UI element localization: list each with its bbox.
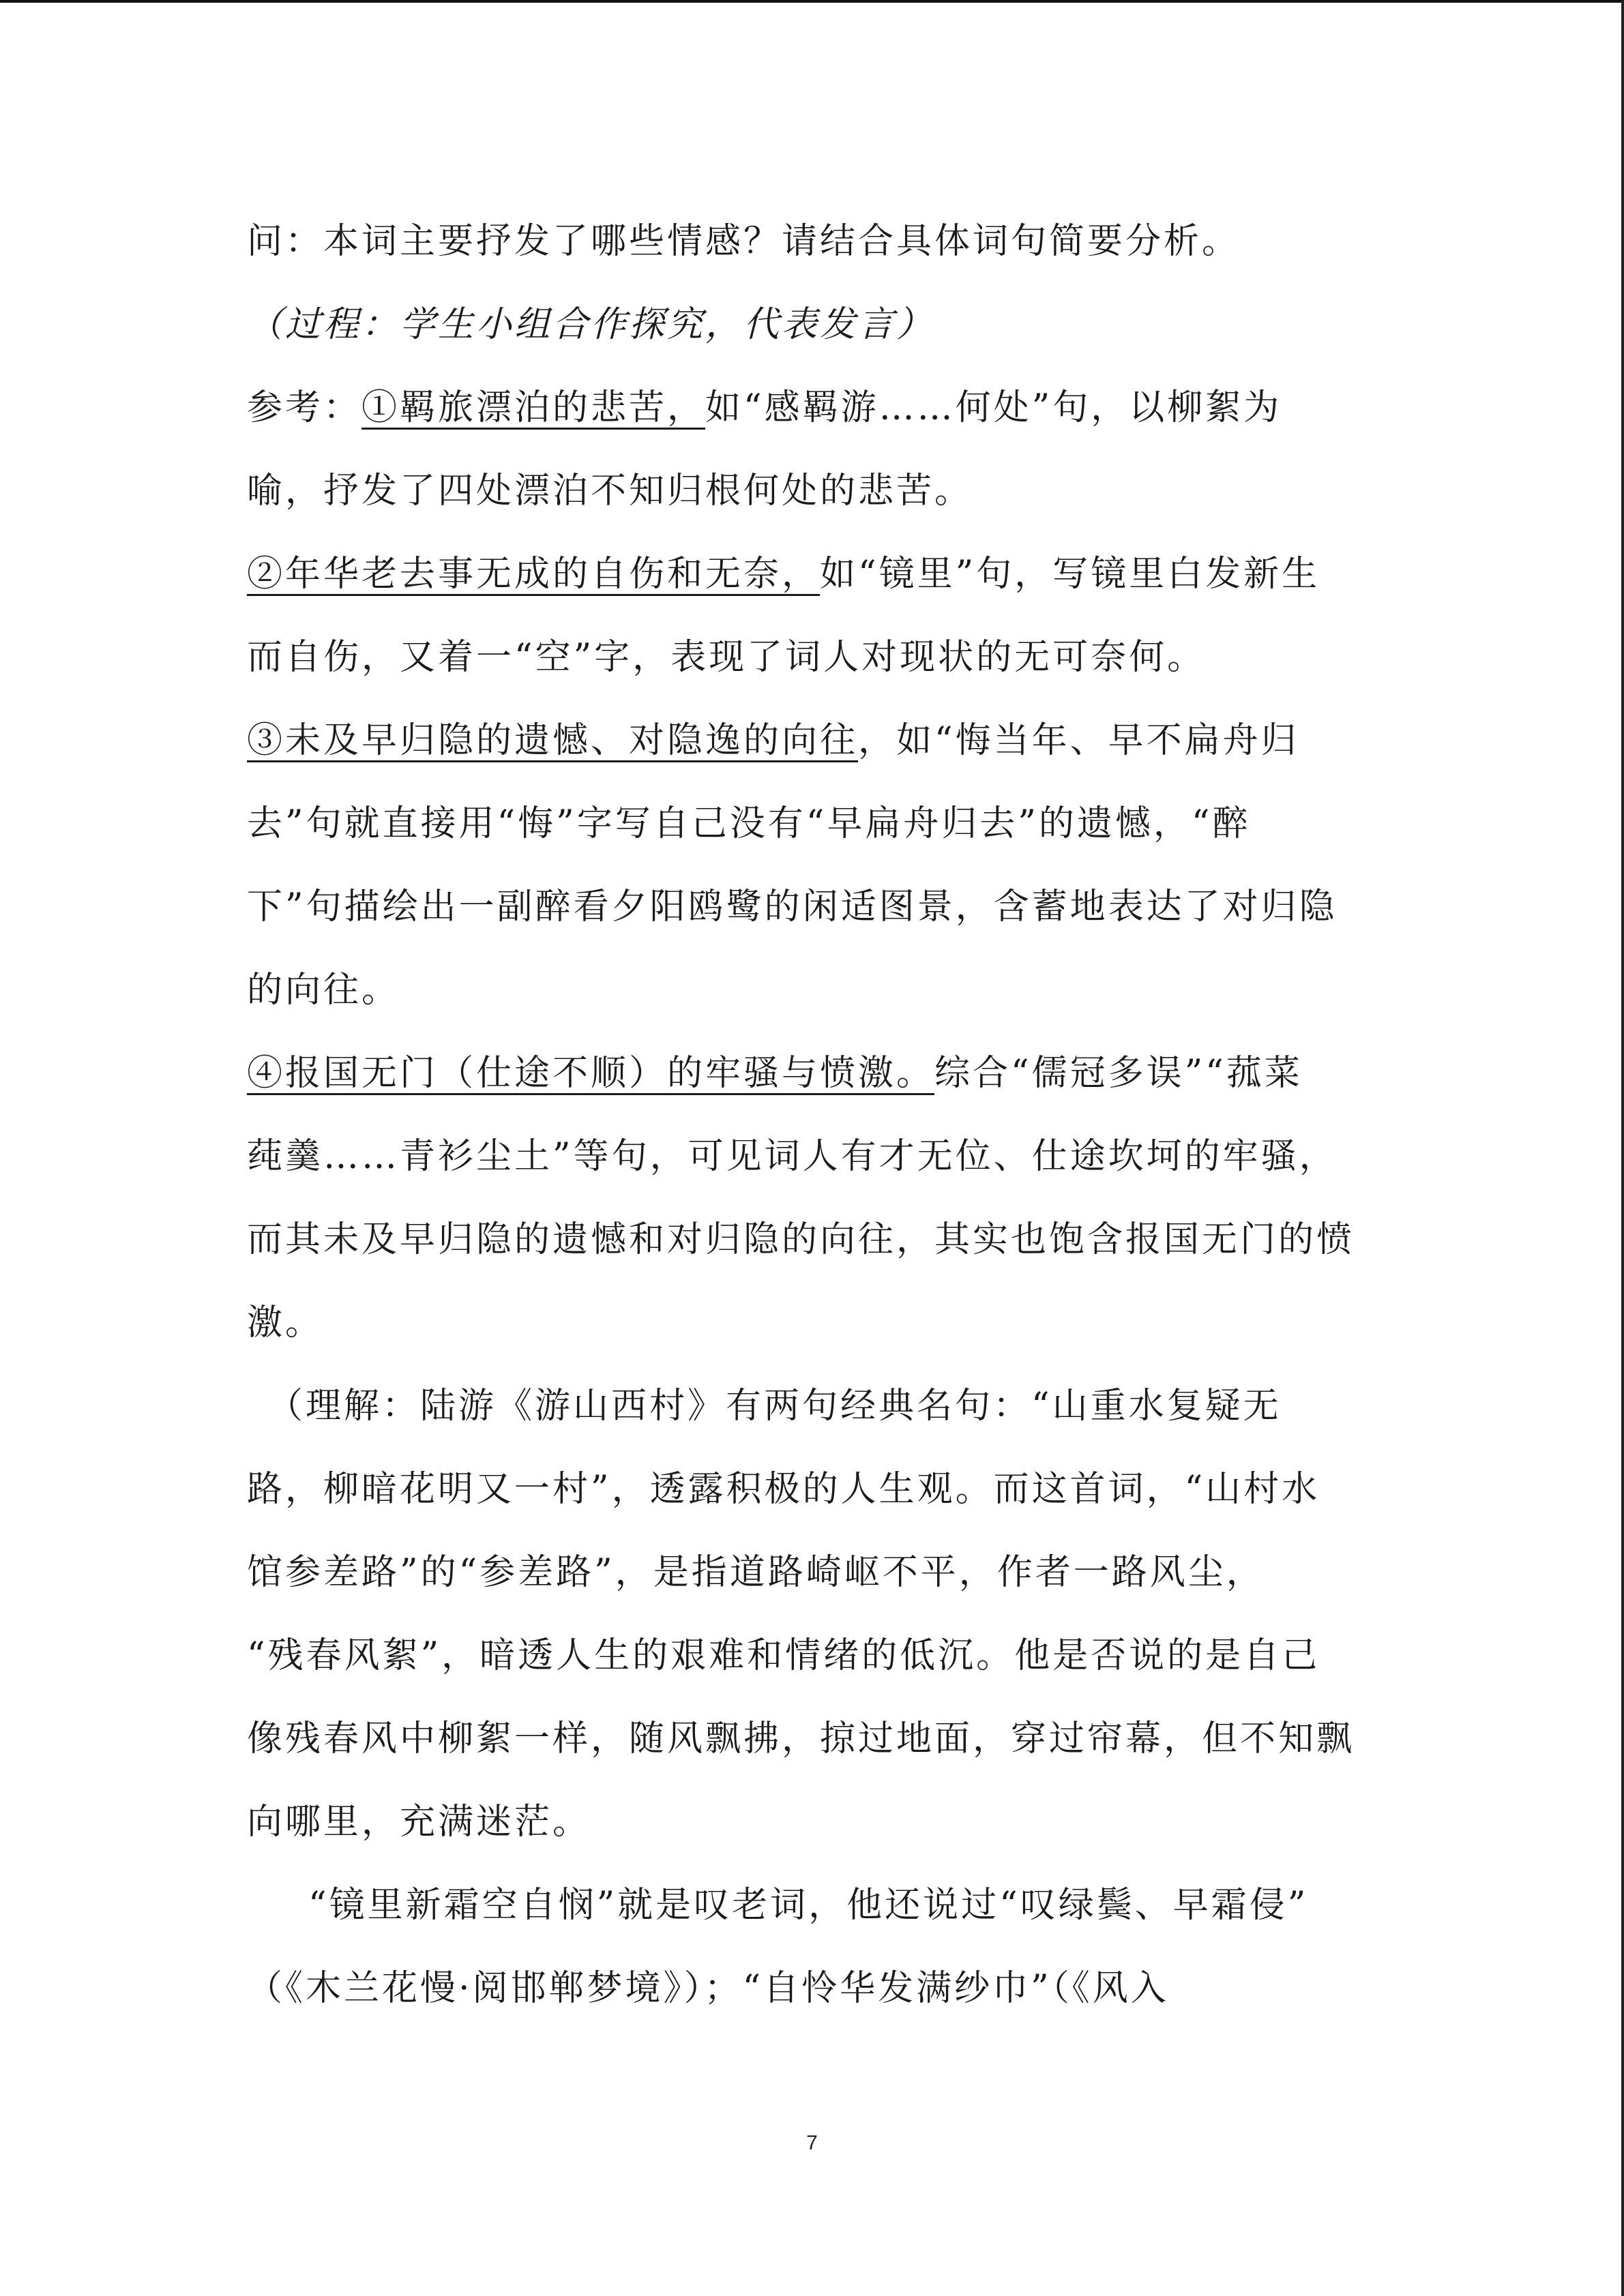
paragraph-2-line-2: （《木兰花慢·阅邯郸梦境》）；“自怜华发满纱巾”（《风入 — [247, 1968, 1169, 2009]
reference-4-text: 综合“儒冠多误”“菰菜 — [934, 1053, 1303, 1094]
reference-label: 参考： — [247, 387, 362, 428]
reference-3-heading: ③未及早归隐的遗憾、对隐逸的向往 — [247, 720, 859, 761]
page-right-border — [1621, 0, 1624, 2296]
reference-1-heading: ①羁旅漂泊的悲苦， — [361, 387, 706, 428]
understanding-line-4: “残春风絮”，暗透人生的艰难和情绪的低沉。他是否说的是自己 — [247, 1635, 1320, 1676]
understanding-line-6: 向哪里，充满迷茫。 — [247, 1802, 591, 1843]
reference-4-line-2: 莼羹……青衫尘土”等句，可见词人有才无位、仕途坎坷的牢骚， — [247, 1136, 1338, 1177]
reference-1-line-1 — [247, 386, 1359, 430]
page-top-border — [0, 0, 1624, 3]
reference-3-line-3: 下”句描绘出一副醉看夕阳鸥鹭的闲适图景，含蓄地表达了对归隐 — [247, 886, 1338, 927]
process-note: （过程：学生小组合作探究，代表发言） — [247, 304, 935, 345]
understanding-line-2: 路，柳暗花明又一村”，透露积极的人生观。而这首词，“山村水 — [247, 1469, 1320, 1510]
understanding-line-5: 像残春风中柳絮一样，随风飘拂，掠过地面，穿过帘幕，但不知飘 — [247, 1718, 1355, 1759]
reference-2-line-2: 而自伤，又着一“空”字，表现了词人对现状的无可奈何。 — [247, 637, 1206, 678]
reference-2-text: 如“镜里”句，写镜里白发新生 — [820, 554, 1320, 595]
reference-4-line-4: 激。 — [247, 1302, 324, 1343]
question-line: 问：本词主要抒发了哪些情感？请结合具体词句简要分析。 — [247, 221, 1241, 262]
page-number: 7 — [806, 2132, 818, 2154]
reference-2-heading: ②年华老去事无成的自伤和无奈， — [247, 554, 821, 595]
understanding-line-1: （理解：陆游《游山西村》有两句经典名句：“山重水复疑无 — [267, 1386, 1282, 1427]
reference-3-line-4: 的向往。 — [247, 970, 400, 1011]
reference-3-line-2: 去”句就直接用“悔”字写自己没有“早扁舟归去”的遗憾，“醉 — [247, 803, 1251, 844]
reference-4-line-3: 而其未及早归隐的遗憾和对归隐的向往，其实也饱含报国无门的愤 — [247, 1219, 1355, 1260]
understanding-line-3: 馆参差路”的“参差路”，是指道路崎岖不平，作者一路风尘， — [247, 1552, 1265, 1593]
reference-3-line-1 — [247, 719, 1359, 762]
reference-4-heading: ④报国无门（仕途不顺）的牢骚与愤激。 — [247, 1053, 935, 1094]
paragraph-2-line-1: “镜里新霜空自悯”就是叹老词，他还说过“叹绿鬓、早霜侵” — [308, 1885, 1309, 1926]
reference-3-text: ，如“悔当年、早不扁舟归 — [858, 720, 1299, 761]
reference-1-line-2: 喻，抒发了四处漂泊不知归根何处的悲苦。 — [247, 471, 973, 511]
reference-2-line-1 — [247, 552, 1359, 596]
reference-4-line-1 — [247, 1052, 1359, 1095]
reference-1-text: 如“感羁游……何处”句，以柳絮为 — [705, 387, 1282, 428]
